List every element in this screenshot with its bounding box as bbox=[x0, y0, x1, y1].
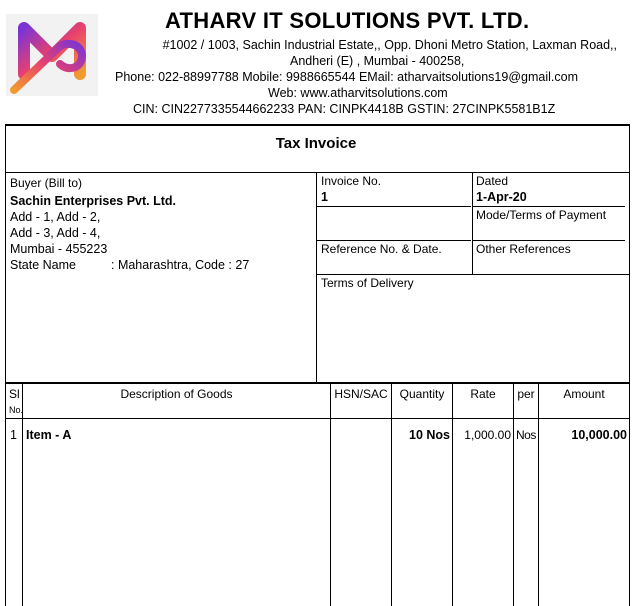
header-sl-sub: No. bbox=[9, 405, 24, 415]
frame-left bbox=[5, 125, 6, 606]
meta-row2b bbox=[472, 240, 625, 241]
row-sl: 1 bbox=[10, 428, 17, 442]
header-amount: Amount bbox=[563, 387, 605, 401]
col-per-divider bbox=[538, 383, 539, 606]
col-qty-divider bbox=[452, 383, 453, 606]
header-divider bbox=[5, 124, 630, 126]
invoice-no-value: 1 bbox=[321, 190, 328, 204]
row-description: Item - A bbox=[26, 428, 72, 442]
table-header-divider bbox=[5, 418, 630, 419]
buyer-divider bbox=[5, 382, 630, 384]
col-hsn-divider bbox=[391, 383, 392, 606]
col-sl-divider bbox=[22, 383, 23, 606]
dated-value: 1-Apr-20 bbox=[476, 190, 527, 204]
buyer-state-value: : Maharashtra, Code : 27 bbox=[111, 258, 250, 272]
row-per: Nos bbox=[516, 428, 536, 442]
buyer-state-label: State Name bbox=[10, 258, 77, 272]
buyer-meta-divider bbox=[316, 172, 317, 383]
company-address-line1: #1002 / 1003, Sachin Industrial Estate,, Opp. Dhoni Metro Station, Laxman Road,, bbox=[162, 38, 617, 52]
meta-row1b bbox=[472, 206, 625, 207]
header-rate: Rate bbox=[470, 387, 496, 401]
header-hsn: HSN/SAC bbox=[334, 387, 388, 401]
mode-terms-label: Mode/Terms of Payment bbox=[476, 208, 607, 222]
meta-col-divider bbox=[472, 172, 473, 274]
company-logo bbox=[6, 14, 98, 96]
row-quantity: 10 Nos bbox=[409, 428, 450, 442]
company-contact-line: Phone: 022-88997788 Mobile: 9988665544 EMail: atharvaitsolutions19@gmail.com bbox=[115, 70, 578, 84]
terms-of-delivery-label: Terms of Delivery bbox=[321, 276, 414, 290]
meta-row1 bbox=[316, 206, 471, 207]
invoice-no-label: Invoice No. bbox=[321, 174, 382, 188]
col-desc-divider bbox=[330, 383, 331, 606]
meta-row2 bbox=[316, 240, 471, 241]
buyer-address3: Mumbai - 455223 bbox=[10, 242, 108, 256]
other-references-label: Other References bbox=[476, 242, 571, 256]
company-name: ATHARV IT SOLUTIONS PVT. LTD. bbox=[165, 8, 530, 33]
buyer-name: Sachin Enterprises Pvt. Ltd. bbox=[10, 194, 177, 208]
reference-label: Reference No. & Date. bbox=[321, 242, 442, 256]
company-address-line2: Andheri (E) , Mumbai - 400258, bbox=[290, 54, 465, 68]
row-rate: 1,000.00 bbox=[464, 428, 511, 442]
title-divider bbox=[5, 172, 630, 173]
buyer-address2: Add - 3, Add - 4, bbox=[10, 226, 101, 240]
header-sl: Sl bbox=[9, 387, 20, 401]
header-quantity: Quantity bbox=[399, 387, 445, 401]
buyer-address1: Add - 1, Add - 2, bbox=[10, 210, 101, 224]
row-amount: 10,000.00 bbox=[571, 428, 627, 442]
header-per: per bbox=[517, 387, 535, 401]
frame-right bbox=[629, 125, 630, 606]
meta-row3 bbox=[316, 274, 630, 275]
header-description: Description of Goods bbox=[120, 387, 233, 401]
buyer-label: Buyer (Bill to) bbox=[10, 176, 83, 190]
document-title: Tax Invoice bbox=[275, 135, 357, 152]
col-rate-divider bbox=[513, 383, 514, 606]
dated-label: Dated bbox=[476, 174, 509, 188]
company-web-line: Web: www.atharvitsolutions.com bbox=[268, 86, 448, 100]
company-ids-line: CIN: CIN2277335544662233 PAN: CINPK4418B GSTIN: 27CINPK5581B1Z bbox=[133, 102, 556, 116]
